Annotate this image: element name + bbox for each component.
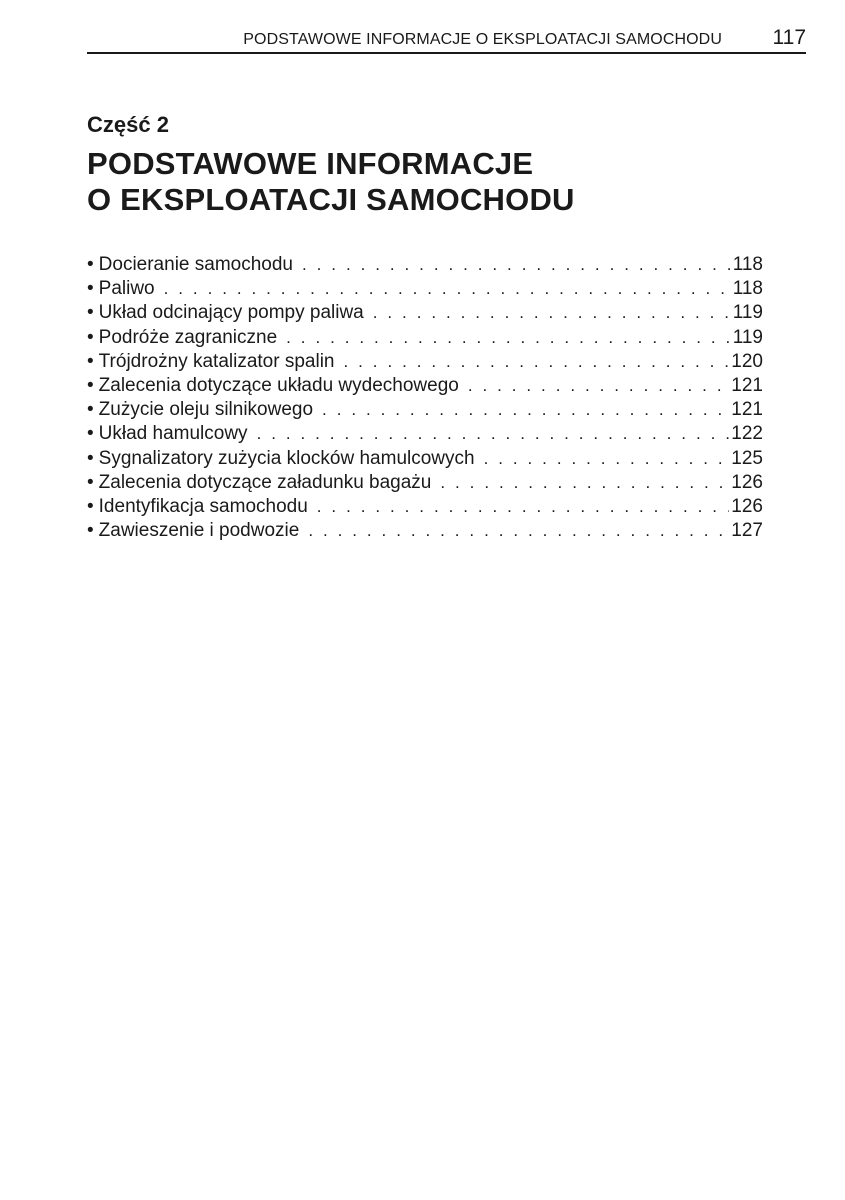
bullet-icon: • <box>87 399 94 421</box>
dot-leader <box>484 449 730 469</box>
toc-entry[interactable] <box>87 448 763 472</box>
toc-entry[interactable] <box>87 423 763 447</box>
toc-entry-page: 122 <box>731 423 763 445</box>
dot-leader <box>440 473 729 493</box>
toc-entry-page: 126 <box>731 471 763 493</box>
toc-entry[interactable] <box>87 278 763 302</box>
toc-entry-label: Sygnalizatory zużycia klocków hamulcowych <box>98 447 475 469</box>
toc-entry-page: 118 <box>732 278 763 300</box>
dot-leader <box>302 255 731 275</box>
bullet-icon: • <box>87 471 94 493</box>
toc-entry-label: Układ hamulcowy <box>98 423 248 445</box>
chapter-title-line-2: O EKSPLOATACJI SAMOCHODU <box>87 182 575 217</box>
toc-entry-page: 119 <box>732 326 763 348</box>
toc-entry-page: 121 <box>731 399 763 421</box>
dot-leader <box>344 352 730 372</box>
running-header-title: PODSTAWOWE INFORMACJE O EKSPLOATACJI SAMOCHODU <box>243 31 722 48</box>
dot-leader <box>322 400 729 420</box>
toc-entry[interactable] <box>87 520 763 544</box>
toc-entry[interactable] <box>87 399 763 423</box>
toc-entry-label: Identyfikacja samochodu <box>98 495 308 517</box>
toc-entry[interactable] <box>87 496 763 520</box>
table-of-contents <box>87 254 763 544</box>
dot-leader <box>286 328 731 348</box>
part-label: Część 2 <box>87 112 169 137</box>
bullet-icon: • <box>87 423 94 445</box>
bullet-icon: • <box>87 447 94 469</box>
bullet-icon: • <box>87 278 94 300</box>
toc-entry[interactable] <box>87 375 763 399</box>
toc-entry-page: 126 <box>731 495 763 517</box>
toc-entry-page: 118 <box>732 254 763 275</box>
bullet-icon: • <box>87 495 94 517</box>
bullet-icon: • <box>87 326 94 348</box>
dot-leader <box>373 303 731 323</box>
toc-entry-page: 120 <box>731 350 763 372</box>
toc-entry-page: 127 <box>731 520 763 542</box>
toc-entry-label: Docieranie samochodu <box>98 254 293 275</box>
dot-leader <box>308 521 729 541</box>
toc-entry[interactable] <box>87 327 763 351</box>
toc-entry-label: Układ odcinający pompy paliwa <box>98 302 364 324</box>
chapter-title-line-1: PODSTAWOWE INFORMACJE <box>87 146 534 181</box>
bullet-icon: • <box>87 350 94 372</box>
dot-leader <box>164 279 731 299</box>
dot-leader <box>468 376 729 396</box>
toc-entry[interactable] <box>87 472 763 496</box>
toc-entry-page: 121 <box>731 374 763 396</box>
toc-entry-label: Trójdrożny katalizator spalin <box>98 350 335 372</box>
toc-entry-label: Paliwo <box>98 278 155 300</box>
page-number: 117 <box>772 26 806 49</box>
toc-entry[interactable] <box>87 351 763 375</box>
toc-entry-label: Podróże zagraniczne <box>98 326 278 348</box>
running-header <box>87 26 806 54</box>
toc-entry[interactable] <box>87 254 763 278</box>
toc-entry-label: Zawieszenie i podwozie <box>98 520 300 542</box>
toc-entry-label: Zalecenia dotyczące załadunku bagażu <box>98 471 432 493</box>
dot-leader <box>317 497 730 517</box>
chapter-title <box>87 146 575 218</box>
toc-entry[interactable] <box>87 302 763 326</box>
bullet-icon: • <box>87 374 94 396</box>
bullet-icon: • <box>87 520 94 542</box>
toc-entry-label: Zużycie oleju silnikowego <box>98 399 314 421</box>
toc-entry-page: 119 <box>732 302 763 324</box>
bullet-icon: • <box>87 254 94 275</box>
dot-leader <box>257 424 730 444</box>
toc-entry-label: Zalecenia dotyczące układu wydechowego <box>98 374 459 396</box>
bullet-icon: • <box>87 302 94 324</box>
toc-entry-page: 125 <box>731 447 763 469</box>
